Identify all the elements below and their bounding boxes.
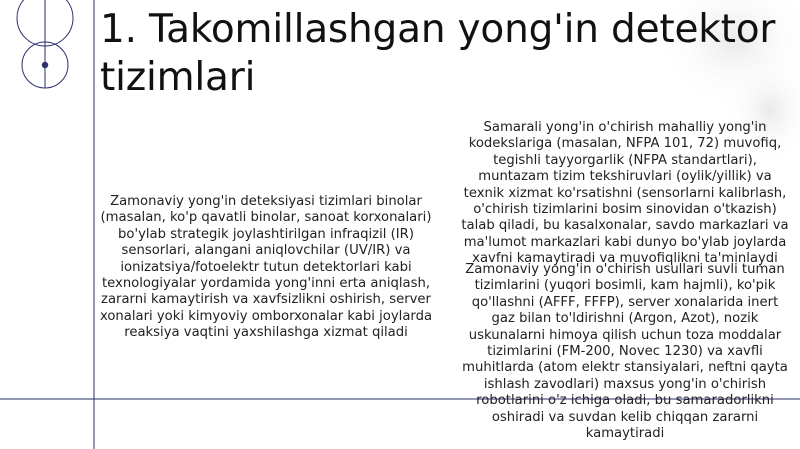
right-paragraph-lower: Zamonaviy yong'in o'chirish usullari suvli tuman tizimlarini (yuqori bosimli, kam hajmli), ko'pik qo'llashni (AFFF, FFFP), server xonalarida inert gaz bilan to'ldirishni (Argon, Azot), nozik uskunalarni himoya qilish uchun toza moddalar tizimlarini (FM-200, Novec 1230) va xavfli muhitlarda (atom elektr stansiyalari, neftni qayta ishlash zavodlari) maxsus yong'in o'chirish robotlarini o'z ichiga oladi, bu samaradorlikni oshiradi va suvdan kelib chiqqan zararni kamaytiradi — [462, 262, 788, 442]
right-paragraph-upper: Samarali yong'in o'chirish mahalliy yong'in kodekslariga (masalan, NFPA 101, 72) muvofiq, tegishli tayyorgarlik (NFPA standartlari), muntazam tizim tekshiruvlari (oylik/yillik) va texnik xizmat ko'rsatishni (sensorlarni kalibrlash, o'chirish tizimlarini bosim sinovidan o'tkazish) talab qiladi, bu kasalxonalar, savdo markazlari va ma'lumot markazlari kabi dunyo bo'ylab joylarda xavfni kamaytiradi va muvofiqlikni ta'minlaydi — [461, 120, 789, 267]
left-paragraph: Zamonaviy yong'in deteksiyasi tizimlari binolar (masalan, ko'p qavatli binolar, sanoat korxonalari) bo'ylab strategik joylashtirilgan infraqizil (IR) sensorlari, alangani aniqlovchilar (UV/IR) va ionizatsiya/fotoelektr tutun detektorlari kabi texnologiyalar yordamida yong'inni erta aniqlash, zararni kamaytirish va xavfsizlikni oshirish, server xonalari yoki kimyoviy omborxonalar kabi joylarda reaksiya vaqtini yaxshilashga xizmat qiladi — [99, 194, 433, 341]
slide-title: 1. Takomillashgan yong'in detektor tizimlari — [100, 7, 776, 100]
